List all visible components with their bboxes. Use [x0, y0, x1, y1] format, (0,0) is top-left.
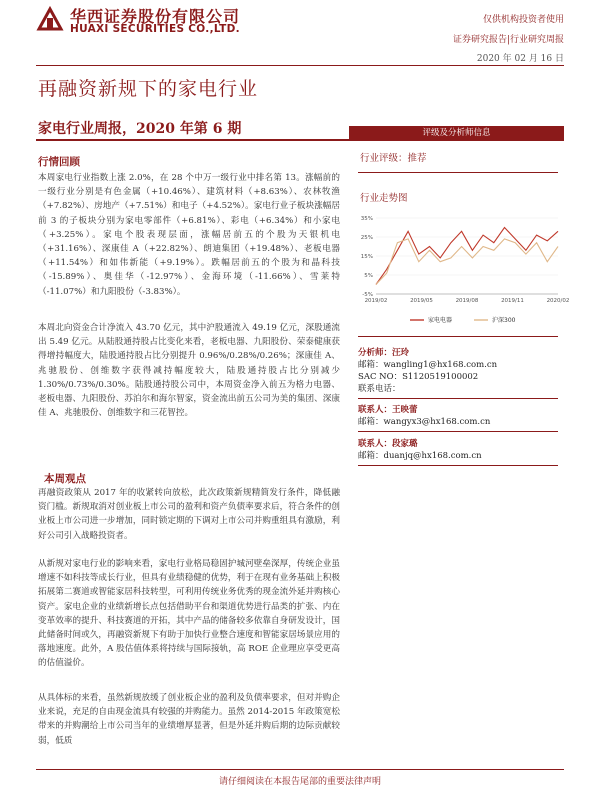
analyst-sac-row	[358, 371, 497, 383]
weekly-view-paragraph-3: 从具体标的来看，虽然新规放缓了创业板企业的盈利及负债率要求，但对并购企业来说，充足的自由现金流具有较强的并购能力。虽然 2014-2015 年政策宽松带来的并购潮给上市公司当年的业绩增厚显著，但是外延并购后期的边际贡献较弱，低质	[38, 693, 340, 746]
email-label: 邮箱：	[358, 451, 384, 461]
company-name-en: HUAXI SECURITIES CO.,LTD.	[70, 23, 240, 35]
x-tick-label: 2019/05	[410, 298, 433, 304]
legend-label: 沪深300	[492, 317, 516, 324]
market-review-paragraph-1: 本周家电行业指数上涨 2.0%，在 28 个中万一级行业中排名第 13。涨幅前的一级行业分别是有色金属（+10.46%）、建筑材料（+8.63%）、农林牧渔（+7.82%）、房地产（+7.51%）和电子（+4.52%）。家电行业子板块涨幅居前 3 的子板块分别为家电零部件（+6.81%）、彩电（+6.34%）和小家电（+3.25%）。家电个股表现层面，涨幅居前五的个股为天银机电（+31.16%）、深康佳 A（+22.82%）、朗迪集团（+19.48%）、老板电器（+11.54%）和如伟新能（+9.19%）。跌幅居前五的个股为和晶科技（-15.89%）、奥佳华（-12.97%）、金海环境（-11.66%）、雪莱特（-11.07%）和九阳股份（-3.83%）。	[38, 173, 340, 297]
company-name-cn: 华西证券股份有限公司	[70, 7, 241, 26]
analyst-sac: S1120519100002	[402, 372, 479, 382]
analyst-name-row	[358, 347, 497, 359]
email-label: 邮箱：	[358, 417, 384, 427]
contact-divider	[358, 465, 558, 466]
analyst-divider	[358, 398, 558, 399]
y-tick-label: 25%	[360, 235, 373, 241]
huaxi-logo-icon	[36, 6, 64, 32]
x-tick-label: 2020/02	[546, 298, 570, 304]
contact-divider	[358, 431, 558, 432]
weekly-view-paragraph-2: 从新规对家电行业的影响来看，家电行业格局稳固护城河壁垒深厚，传统企业虽增速不如科技等成长行业，但具有业绩稳健的优势，利于在现有业务基础上积极拓展第二赛道或智能家居科技转型，可利用传统业务优秀的现金流外延并购核心资产。家电企业的业绩新增长点包括借助平台和渠道优势进行品类的扩张、内在变革效率的提升、科技赛道的开拓，其中产品的储备较多依靠自身研发设计，国此储备时间或久，再融资新规下有助于加快行业整合速度和智能家居场景应用的落地速度。此外，A 股估值体系将持续与国际接轨，高 ROE 企业理应享受更高的估值溢价。	[38, 559, 340, 669]
contact-email-row	[358, 450, 482, 462]
contact-block	[358, 438, 482, 462]
sac-label: SAC NO：	[358, 372, 403, 382]
audience-tag: 仅供机构投资者使用	[482, 15, 564, 25]
contact-block	[358, 404, 490, 428]
analyst-phone-row	[358, 383, 497, 395]
trend-chart-title: 行业走势图	[360, 193, 408, 204]
industry-rating: 行业评级：推荐	[360, 153, 427, 164]
y-tick-label: 35%	[360, 216, 373, 222]
x-tick-label: 2019/11	[501, 298, 524, 304]
analyst-email-row	[358, 359, 497, 371]
market-review-paragraph-2: 本周北向资金合计净流入 43.70 亿元，其中沪股通流入 49.19 亿元，深股通流出 5.49 亿元。从陆股通持股占比变化来看，老板电器、九阳股份、荣泰健康获得增持幅度大，陆股通持股占比分别提升 0.96%/0.28%/0.26%；深康佳 A、兆驰股份、创维数字获得减持幅度较大，陆股通持股占比分别减少 1.30%/0.73%/0.30%。陆股通持股公司中，本周资金净入前五为格力电器、老板电器、九阳股份、苏泊尔和海尔智家，资金流出前五公司为美的集团、深康佳 A、兆驰股份、创维数字和三花智控。	[38, 323, 340, 419]
sidebar-header: 评级及分析师信息	[349, 126, 564, 140]
analyst-block	[358, 347, 497, 395]
contact-name-row	[358, 438, 482, 450]
contact-email[interactable]: duanjq@hx168.com.cn	[383, 451, 482, 461]
x-tick-label: 2019/02	[364, 298, 388, 304]
report-date: 2020 年 02 月 16 日	[476, 54, 564, 64]
page-subtitle: 家电行业周报，2020 年第 6 期	[38, 121, 242, 137]
analyst-name: 汪玲	[392, 348, 410, 358]
contact-name: 王映蕾	[392, 405, 418, 415]
contact-email-row	[358, 416, 490, 428]
analyst-email[interactable]: wangling1@hx168.com.cn	[383, 360, 498, 370]
x-tick-label: 2019/08	[455, 298, 479, 304]
chart-divider	[358, 336, 558, 337]
report-type: 证券研究报告|行业研究周报	[452, 35, 564, 45]
legal-disclaimer[interactable]: 请仔细阅读在本报告尾部的重要法律声明	[218, 777, 381, 787]
email-label: 邮箱：	[358, 360, 384, 370]
footer-divider	[36, 769, 564, 770]
series-line-2	[376, 239, 558, 285]
rating-divider	[358, 172, 558, 173]
y-tick-label: 5%	[364, 273, 373, 279]
analyst-role-label: 分析师：	[358, 348, 393, 358]
market-review-heading: 行情回顾	[38, 156, 80, 168]
contact-email[interactable]: wangyx3@hx168.com.cn	[383, 417, 491, 427]
contact-name-row	[358, 404, 490, 416]
header-divider	[36, 65, 564, 66]
y-tick-label: 15%	[360, 254, 373, 260]
legend-label: 家电电器	[428, 317, 453, 324]
contact-role-label: 联系人：	[358, 405, 393, 415]
report-header	[0, 0, 600, 72]
contact-name: 段家璐	[392, 439, 418, 449]
page-title: 再融资新规下的家电行业	[38, 78, 259, 100]
weekly-view-heading: 本周观点	[44, 473, 86, 485]
phone-label: 联系电话：	[358, 384, 401, 394]
y-tick-label: -5%	[362, 292, 373, 298]
contact-role-label: 联系人：	[358, 439, 393, 449]
weekly-view-paragraph-1: 再融资政策从 2017 年的收紧转向放松，此次政策新规精简发行条件，降低融资门槛。新规取消对创业板上市公司的盈利和资产负债率要求后，符合条件的创业板上市公司进一步增加，同时锁定期的下调对上市公司并购重组具有激励，利好公司引入战略投资者。	[38, 488, 340, 541]
industry-trend-chart	[352, 210, 570, 330]
